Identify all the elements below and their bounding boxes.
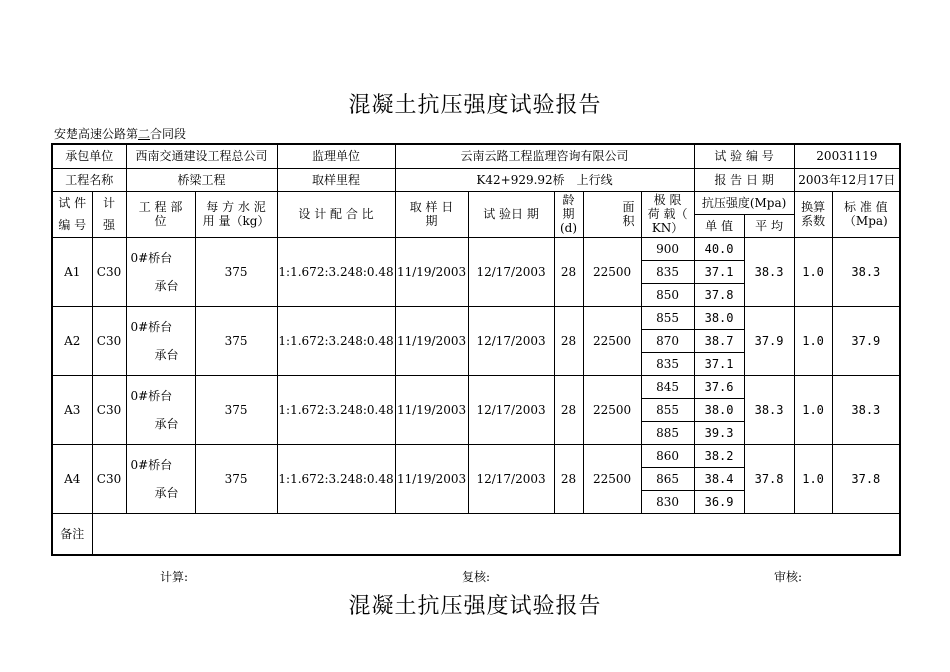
specimen-factor: 1.0 — [794, 375, 832, 444]
specimen-single-strength: 38.7 — [694, 329, 744, 352]
specimen-single-strength: 40.0 — [694, 237, 744, 260]
specimen-area: 22500 — [583, 237, 641, 306]
specimen-test-date: 12/17/2003 — [468, 375, 554, 444]
contract-section: 安楚高速公路第二合同段 — [54, 127, 187, 141]
info-row-1 — [52, 144, 900, 168]
specimen-single-strength: 39.3 — [694, 421, 744, 444]
specimen-grade: C30 — [92, 444, 126, 513]
location-line-1: 0#桥台 — [130, 250, 173, 265]
specimen-row — [52, 306, 900, 329]
location-line-2: 承台 — [154, 347, 179, 362]
specimen-load: 830 — [641, 490, 694, 513]
specimen-grade: C30 — [92, 375, 126, 444]
specimen-load: 855 — [641, 398, 694, 421]
header-age: 龄 期 (d) — [554, 191, 583, 237]
header-mix-ratio: 设 计 配 合 比 — [277, 191, 395, 237]
header-specimen-no: 试 件 编 号 — [52, 191, 92, 237]
specimen-load: 870 — [641, 329, 694, 352]
specimen-sample-date: 11/19/2003 — [395, 237, 468, 306]
specimen-load: 845 — [641, 375, 694, 398]
specimen-single-strength: 38.2 — [694, 444, 744, 467]
specimen-cement: 375 — [195, 237, 277, 306]
specimen-id: A4 — [52, 444, 92, 513]
report-title: 混凝土抗压强度试验报告 — [348, 93, 602, 118]
specimen-single-strength: 37.1 — [694, 352, 744, 375]
specimen-location — [126, 444, 195, 513]
specimen-age: 28 — [554, 444, 583, 513]
specimen-factor: 1.0 — [794, 306, 832, 375]
specimen-age: 28 — [554, 237, 583, 306]
specimen-load: 835 — [641, 352, 694, 375]
specimen-area: 22500 — [583, 306, 641, 375]
test-no-value: 20031119 — [794, 144, 900, 168]
specimen-average: 38.3 — [744, 375, 794, 444]
specimen-single-strength: 36.9 — [694, 490, 744, 513]
test-no-label: 试 验 编 号 — [694, 144, 794, 168]
specimen-standard: 37.8 — [832, 444, 900, 513]
specimen-sample-date: 11/19/2003 — [395, 444, 468, 513]
remarks-value — [92, 513, 900, 555]
location-line-1: 0#桥台 — [130, 388, 173, 403]
location-line-2: 承台 — [154, 416, 179, 431]
report-date-value: 2003年12月17日 — [794, 168, 900, 191]
specimen-standard: 38.3 — [832, 237, 900, 306]
specimen-standard: 37.9 — [832, 306, 900, 375]
specimen-load: 855 — [641, 306, 694, 329]
location-line-2: 承台 — [154, 278, 179, 293]
sampling-label: 取样里程 — [277, 168, 395, 191]
project-value: 桥梁工程 — [126, 168, 277, 191]
sampling-value: K42+929.92桥 上行线 — [395, 168, 694, 191]
specimen-cement: 375 — [195, 375, 277, 444]
specimen-grade: C30 — [92, 237, 126, 306]
specimen-cement: 375 — [195, 306, 277, 375]
specimen-location — [126, 375, 195, 444]
specimen-single-strength: 37.8 — [694, 283, 744, 306]
specimen-id: A2 — [52, 306, 92, 375]
specimen-single-strength: 37.6 — [694, 375, 744, 398]
supervisor-value: 云南云路工程监理咨询有限公司 — [395, 144, 694, 168]
project-label: 工程名称 — [52, 168, 126, 191]
report-title-repeat: 混凝土抗压强度试验报告 — [348, 594, 602, 619]
specimen-single-strength: 37.1 — [694, 260, 744, 283]
specimen-average: 37.9 — [744, 306, 794, 375]
report-date-label: 报 告 日 期 — [694, 168, 794, 191]
specimen-load: 850 — [641, 283, 694, 306]
test-report-table — [51, 143, 901, 556]
specimen-mix-ratio: 1:1.672:3.248:0.48 — [277, 306, 395, 375]
specimen-load: 835 — [641, 260, 694, 283]
specimen-average: 37.8 — [744, 444, 794, 513]
review-signature: 复核: — [462, 570, 491, 584]
header-strength: 抗压强度(Mpa) — [694, 191, 794, 214]
specimen-load: 885 — [641, 421, 694, 444]
remarks-row — [52, 513, 900, 555]
specimen-single-strength: 38.0 — [694, 306, 744, 329]
remarks-label: 备注 — [52, 513, 92, 555]
header-area: 面 积 — [583, 191, 641, 237]
header-location: 工 程 部 位 — [126, 191, 195, 237]
contractor-value: 西南交通建设工程总公司 — [126, 144, 277, 168]
header-cement: 每 方 水 泥 用 量（kg） — [195, 191, 277, 237]
calc-signature: 计算: — [160, 570, 189, 584]
info-row-2 — [52, 168, 900, 191]
specimen-row — [52, 237, 900, 260]
specimen-test-date: 12/17/2003 — [468, 444, 554, 513]
specimen-load: 900 — [641, 237, 694, 260]
specimen-mix-ratio: 1:1.672:3.248:0.48 — [277, 375, 395, 444]
location-line-1: 0#桥台 — [130, 457, 173, 472]
specimen-sample-date: 11/19/2003 — [395, 375, 468, 444]
header-average: 平 均 — [744, 214, 794, 237]
specimen-factor: 1.0 — [794, 237, 832, 306]
specimen-load: 865 — [641, 467, 694, 490]
specimen-sample-date: 11/19/2003 — [395, 306, 468, 375]
specimen-average: 38.3 — [744, 237, 794, 306]
header-design-grade: 计 强 — [92, 191, 126, 237]
specimen-standard: 38.3 — [832, 375, 900, 444]
header-sample-date: 取 样 日 期 — [395, 191, 468, 237]
specimen-test-date: 12/17/2003 — [468, 237, 554, 306]
specimen-single-strength: 38.0 — [694, 398, 744, 421]
header-row-1 — [52, 191, 900, 214]
specimen-factor: 1.0 — [794, 444, 832, 513]
supervisor-label: 监理单位 — [277, 144, 395, 168]
specimen-age: 28 — [554, 306, 583, 375]
specimen-location — [126, 237, 195, 306]
specimen-cement: 375 — [195, 444, 277, 513]
header-single: 单 值 — [694, 214, 744, 237]
location-line-2: 承台 — [154, 485, 179, 500]
location-line-1: 0#桥台 — [130, 319, 173, 334]
specimen-test-date: 12/17/2003 — [468, 306, 554, 375]
specimen-area: 22500 — [583, 375, 641, 444]
specimen-row — [52, 444, 900, 467]
contract-section-number: 二 — [138, 127, 151, 141]
specimen-mix-ratio: 1:1.672:3.248:0.48 — [277, 237, 395, 306]
specimen-age: 28 — [554, 375, 583, 444]
audit-signature: 审核: — [774, 570, 803, 584]
header-factor: 换算 系数 — [794, 191, 832, 237]
contractor-label: 承包单位 — [52, 144, 126, 168]
specimen-id: A3 — [52, 375, 92, 444]
header-standard: 标 准 值 （Mpa) — [832, 191, 900, 237]
specimen-location — [126, 306, 195, 375]
specimen-mix-ratio: 1:1.672:3.248:0.48 — [277, 444, 395, 513]
specimen-single-strength: 38.4 — [694, 467, 744, 490]
header-load: 极 限 荷 载（ KN） — [641, 191, 694, 237]
specimen-id: A1 — [52, 237, 92, 306]
specimen-load: 860 — [641, 444, 694, 467]
specimen-grade: C30 — [92, 306, 126, 375]
specimen-area: 22500 — [583, 444, 641, 513]
specimen-row — [52, 375, 900, 398]
header-test-date: 试 验日 期 — [468, 191, 554, 237]
